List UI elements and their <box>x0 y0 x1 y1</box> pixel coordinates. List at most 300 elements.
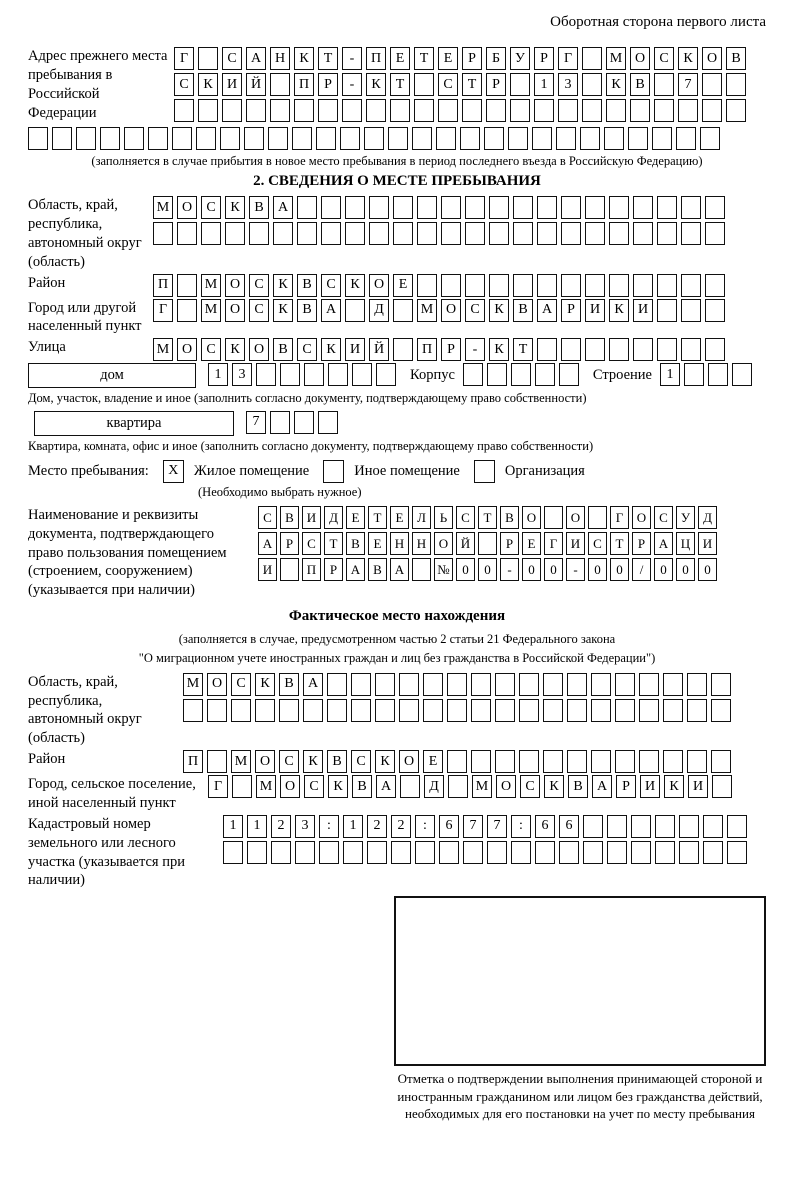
char-cell[interactable]: К <box>544 775 564 798</box>
char-cell[interactable]: Е <box>346 506 365 529</box>
char-cell[interactable]: С <box>588 532 607 555</box>
char-cell[interactable]: О <box>702 47 722 70</box>
char-cell[interactable] <box>415 841 435 864</box>
char-cell[interactable] <box>271 841 291 864</box>
char-cell[interactable] <box>537 196 557 219</box>
char-cell[interactable] <box>582 73 602 96</box>
char-cell[interactable] <box>712 775 732 798</box>
char-cell[interactable] <box>207 750 227 773</box>
char-cell[interactable]: - <box>500 558 519 581</box>
char-cell[interactable]: Р <box>318 73 338 96</box>
char-cell[interactable] <box>225 222 245 245</box>
char-cell[interactable]: О <box>566 506 585 529</box>
char-cell[interactable]: - <box>342 47 362 70</box>
char-cell[interactable] <box>663 699 683 722</box>
char-cell[interactable]: А <box>246 47 266 70</box>
char-cell[interactable] <box>583 841 603 864</box>
char-cell[interactable] <box>198 99 218 122</box>
char-cell[interactable] <box>393 299 413 322</box>
char-cell[interactable] <box>591 673 611 696</box>
char-cell[interactable]: П <box>302 558 321 581</box>
char-cell[interactable] <box>369 222 389 245</box>
char-cell[interactable] <box>726 73 746 96</box>
char-cell[interactable]: С <box>174 73 194 96</box>
char-cell[interactable]: П <box>417 338 437 361</box>
char-cell[interactable]: 0 <box>654 558 673 581</box>
char-cell[interactable] <box>400 775 420 798</box>
char-cell[interactable] <box>657 196 677 219</box>
char-cell[interactable] <box>681 222 701 245</box>
char-cell[interactable] <box>678 99 698 122</box>
char-cell[interactable] <box>639 673 659 696</box>
char-cell[interactable] <box>679 841 699 864</box>
char-cell[interactable]: К <box>489 299 509 322</box>
char-cell[interactable]: 0 <box>456 558 475 581</box>
char-cell[interactable] <box>513 196 533 219</box>
char-cell[interactable] <box>342 99 362 122</box>
char-cell[interactable] <box>580 127 600 150</box>
char-cell[interactable] <box>703 841 723 864</box>
char-cell[interactable]: А <box>273 196 293 219</box>
char-cell[interactable] <box>585 222 605 245</box>
char-cell[interactable]: С <box>222 47 242 70</box>
char-cell[interactable] <box>412 127 432 150</box>
char-cell[interactable] <box>705 222 725 245</box>
char-cell[interactable]: 0 <box>588 558 607 581</box>
char-cell[interactable] <box>352 363 372 386</box>
char-cell[interactable]: В <box>726 47 746 70</box>
char-cell[interactable]: К <box>225 196 245 219</box>
char-cell[interactable] <box>417 222 437 245</box>
char-cell[interactable] <box>681 299 701 322</box>
char-cell[interactable] <box>297 222 317 245</box>
char-cell[interactable] <box>687 673 707 696</box>
char-cell[interactable] <box>100 127 120 150</box>
char-cell[interactable] <box>153 222 173 245</box>
char-cell[interactable] <box>471 673 491 696</box>
char-cell[interactable]: И <box>640 775 660 798</box>
char-cell[interactable]: 6 <box>535 815 555 838</box>
char-cell[interactable] <box>414 73 434 96</box>
char-cell[interactable] <box>663 750 683 773</box>
char-cell[interactable]: С <box>654 47 674 70</box>
char-cell[interactable]: А <box>654 532 673 555</box>
char-cell[interactable] <box>207 699 227 722</box>
char-cell[interactable] <box>633 222 653 245</box>
char-cell[interactable] <box>414 99 434 122</box>
char-cell[interactable] <box>489 274 509 297</box>
char-cell[interactable] <box>654 73 674 96</box>
char-cell[interactable]: Б <box>486 47 506 70</box>
char-cell[interactable]: В <box>249 196 269 219</box>
char-cell[interactable] <box>633 338 653 361</box>
char-cell[interactable]: О <box>177 338 197 361</box>
char-cell[interactable] <box>399 673 419 696</box>
char-cell[interactable] <box>687 699 707 722</box>
char-cell[interactable]: 0 <box>676 558 695 581</box>
char-cell[interactable]: С <box>438 73 458 96</box>
char-cell[interactable]: О <box>441 299 461 322</box>
char-cell[interactable] <box>465 274 485 297</box>
char-cell[interactable] <box>657 274 677 297</box>
char-cell[interactable]: Т <box>610 532 629 555</box>
char-cell[interactable]: О <box>225 299 245 322</box>
char-cell[interactable] <box>639 750 659 773</box>
char-cell[interactable] <box>534 99 554 122</box>
char-cell[interactable]: С <box>297 338 317 361</box>
char-cell[interactable]: Т <box>318 47 338 70</box>
char-cell[interactable]: № <box>434 558 453 581</box>
char-cell[interactable]: О <box>496 775 516 798</box>
char-cell[interactable]: 1 <box>660 363 680 386</box>
char-cell[interactable]: В <box>368 558 387 581</box>
char-cell[interactable]: 1 <box>223 815 243 838</box>
char-cell[interactable] <box>582 99 602 122</box>
char-cell[interactable] <box>244 127 264 150</box>
char-cell[interactable]: Г <box>544 532 563 555</box>
char-cell[interactable] <box>487 363 507 386</box>
char-cell[interactable]: К <box>303 750 323 773</box>
char-cell[interactable] <box>711 699 731 722</box>
char-cell[interactable] <box>388 127 408 150</box>
char-cell[interactable]: 0 <box>478 558 497 581</box>
char-cell[interactable]: П <box>183 750 203 773</box>
char-cell[interactable]: Г <box>208 775 228 798</box>
char-cell[interactable] <box>177 274 197 297</box>
char-cell[interactable]: В <box>297 274 317 297</box>
char-cell[interactable]: К <box>609 299 629 322</box>
char-cell[interactable] <box>708 363 728 386</box>
char-cell[interactable]: Т <box>324 532 343 555</box>
char-cell[interactable] <box>439 841 459 864</box>
char-cell[interactable] <box>448 775 468 798</box>
char-cell[interactable] <box>280 363 300 386</box>
char-cell[interactable] <box>318 411 338 434</box>
char-cell[interactable]: С <box>654 506 673 529</box>
char-cell[interactable] <box>270 411 290 434</box>
char-cell[interactable] <box>543 750 563 773</box>
char-cell[interactable] <box>702 99 722 122</box>
char-cell[interactable] <box>345 299 365 322</box>
char-cell[interactable] <box>705 338 725 361</box>
char-cell[interactable] <box>124 127 144 150</box>
char-cell[interactable]: М <box>231 750 251 773</box>
char-cell[interactable]: М <box>153 196 173 219</box>
char-cell[interactable]: : <box>415 815 435 838</box>
char-cell[interactable]: О <box>632 506 651 529</box>
char-cell[interactable]: Ь <box>434 506 453 529</box>
char-cell[interactable] <box>559 363 579 386</box>
char-cell[interactable]: И <box>258 558 277 581</box>
char-cell[interactable]: И <box>222 73 242 96</box>
char-cell[interactable]: Ц <box>676 532 695 555</box>
char-cell[interactable] <box>495 699 515 722</box>
char-cell[interactable]: 2 <box>391 815 411 838</box>
char-cell[interactable] <box>391 841 411 864</box>
char-cell[interactable]: В <box>568 775 588 798</box>
char-cell[interactable]: Н <box>390 532 409 555</box>
char-cell[interactable] <box>609 338 629 361</box>
char-cell[interactable] <box>615 673 635 696</box>
char-cell[interactable]: О <box>522 506 541 529</box>
char-cell[interactable]: К <box>273 274 293 297</box>
char-cell[interactable] <box>177 299 197 322</box>
char-cell[interactable]: 2 <box>367 815 387 838</box>
char-cell[interactable]: И <box>633 299 653 322</box>
char-cell[interactable] <box>345 222 365 245</box>
char-cell[interactable] <box>436 127 456 150</box>
char-cell[interactable]: Г <box>174 47 194 70</box>
char-cell[interactable] <box>351 699 371 722</box>
char-cell[interactable] <box>631 815 651 838</box>
char-cell[interactable] <box>441 274 461 297</box>
char-cell[interactable]: К <box>321 338 341 361</box>
char-cell[interactable]: В <box>280 506 299 529</box>
char-cell[interactable]: 7 <box>487 815 507 838</box>
apartment-type-box[interactable]: квартира <box>34 411 234 436</box>
char-cell[interactable]: В <box>500 506 519 529</box>
char-cell[interactable]: И <box>688 775 708 798</box>
char-cell[interactable] <box>655 815 675 838</box>
char-cell[interactable] <box>705 196 725 219</box>
char-cell[interactable] <box>543 673 563 696</box>
char-cell[interactable] <box>28 127 48 150</box>
char-cell[interactable]: П <box>153 274 173 297</box>
char-cell[interactable] <box>463 841 483 864</box>
char-cell[interactable] <box>351 673 371 696</box>
char-cell[interactable] <box>513 222 533 245</box>
char-cell[interactable]: Т <box>368 506 387 529</box>
char-cell[interactable] <box>727 815 747 838</box>
char-cell[interactable]: М <box>606 47 626 70</box>
char-cell[interactable]: М <box>201 274 221 297</box>
char-cell[interactable] <box>183 699 203 722</box>
char-cell[interactable]: А <box>258 532 277 555</box>
char-cell[interactable]: 7 <box>678 73 698 96</box>
char-cell[interactable]: О <box>207 673 227 696</box>
char-cell[interactable]: К <box>255 673 275 696</box>
char-cell[interactable] <box>471 699 491 722</box>
char-cell[interactable]: Т <box>513 338 533 361</box>
char-cell[interactable] <box>537 274 557 297</box>
char-cell[interactable]: Г <box>558 47 578 70</box>
char-cell[interactable] <box>231 699 251 722</box>
char-cell[interactable] <box>76 127 96 150</box>
char-cell[interactable]: О <box>630 47 650 70</box>
char-cell[interactable] <box>585 274 605 297</box>
char-cell[interactable] <box>478 532 497 555</box>
char-cell[interactable] <box>591 750 611 773</box>
char-cell[interactable]: О <box>177 196 197 219</box>
char-cell[interactable]: С <box>351 750 371 773</box>
char-cell[interactable] <box>321 222 341 245</box>
char-cell[interactable] <box>393 338 413 361</box>
char-cell[interactable] <box>294 99 314 122</box>
char-cell[interactable] <box>561 338 581 361</box>
char-cell[interactable]: Т <box>462 73 482 96</box>
char-cell[interactable]: Р <box>280 532 299 555</box>
char-cell[interactable] <box>567 750 587 773</box>
char-cell[interactable] <box>633 274 653 297</box>
char-cell[interactable] <box>543 699 563 722</box>
char-cell[interactable]: - <box>342 73 362 96</box>
char-cell[interactable] <box>508 127 528 150</box>
char-cell[interactable] <box>177 222 197 245</box>
char-cell[interactable]: 0 <box>544 558 563 581</box>
char-cell[interactable]: О <box>399 750 419 773</box>
char-cell[interactable] <box>423 673 443 696</box>
char-cell[interactable]: К <box>489 338 509 361</box>
char-cell[interactable]: Е <box>390 47 410 70</box>
char-cell[interactable] <box>375 699 395 722</box>
char-cell[interactable] <box>609 196 629 219</box>
char-cell[interactable]: Д <box>369 299 389 322</box>
char-cell[interactable]: Р <box>616 775 636 798</box>
char-cell[interactable] <box>532 127 552 150</box>
char-cell[interactable]: Т <box>414 47 434 70</box>
char-cell[interactable] <box>631 841 651 864</box>
char-cell[interactable] <box>232 775 252 798</box>
char-cell[interactable] <box>519 750 539 773</box>
char-cell[interactable] <box>700 127 720 150</box>
char-cell[interactable]: 6 <box>439 815 459 838</box>
char-cell[interactable] <box>585 338 605 361</box>
char-cell[interactable] <box>345 196 365 219</box>
char-cell[interactable]: М <box>256 775 276 798</box>
char-cell[interactable] <box>279 699 299 722</box>
residential-checkbox[interactable]: X <box>163 460 184 483</box>
char-cell[interactable] <box>628 127 648 150</box>
char-cell[interactable] <box>364 127 384 150</box>
char-cell[interactable] <box>657 299 677 322</box>
char-cell[interactable] <box>702 73 722 96</box>
char-cell[interactable]: К <box>664 775 684 798</box>
char-cell[interactable] <box>255 699 275 722</box>
char-cell[interactable] <box>630 99 650 122</box>
char-cell[interactable]: О <box>434 532 453 555</box>
char-cell[interactable] <box>393 222 413 245</box>
char-cell[interactable]: 7 <box>246 411 266 434</box>
char-cell[interactable]: М <box>201 299 221 322</box>
char-cell[interactable] <box>489 222 509 245</box>
char-cell[interactable]: : <box>511 815 531 838</box>
char-cell[interactable] <box>438 99 458 122</box>
char-cell[interactable] <box>703 815 723 838</box>
char-cell[interactable] <box>615 699 635 722</box>
char-cell[interactable]: С <box>304 775 324 798</box>
other-premises-checkbox[interactable] <box>323 460 344 483</box>
char-cell[interactable] <box>609 274 629 297</box>
char-cell[interactable]: С <box>465 299 485 322</box>
char-cell[interactable]: П <box>366 47 386 70</box>
char-cell[interactable] <box>304 363 324 386</box>
char-cell[interactable]: О <box>369 274 389 297</box>
char-cell[interactable] <box>471 750 491 773</box>
char-cell[interactable] <box>585 196 605 219</box>
char-cell[interactable] <box>318 99 338 122</box>
char-cell[interactable] <box>303 699 323 722</box>
char-cell[interactable] <box>223 841 243 864</box>
char-cell[interactable] <box>559 841 579 864</box>
char-cell[interactable] <box>441 196 461 219</box>
char-cell[interactable]: В <box>327 750 347 773</box>
char-cell[interactable] <box>639 699 659 722</box>
char-cell[interactable] <box>489 196 509 219</box>
char-cell[interactable]: - <box>465 338 485 361</box>
char-cell[interactable] <box>519 673 539 696</box>
char-cell[interactable]: В <box>273 338 293 361</box>
char-cell[interactable]: 1 <box>247 815 267 838</box>
char-cell[interactable]: К <box>366 73 386 96</box>
char-cell[interactable] <box>510 73 530 96</box>
char-cell[interactable] <box>607 815 627 838</box>
char-cell[interactable]: 1 <box>534 73 554 96</box>
char-cell[interactable]: О <box>249 338 269 361</box>
char-cell[interactable] <box>726 99 746 122</box>
char-cell[interactable] <box>705 299 725 322</box>
char-cell[interactable]: К <box>345 274 365 297</box>
char-cell[interactable]: С <box>201 338 221 361</box>
char-cell[interactable]: К <box>606 73 626 96</box>
char-cell[interactable] <box>732 363 752 386</box>
char-cell[interactable]: К <box>678 47 698 70</box>
char-cell[interactable] <box>280 558 299 581</box>
char-cell[interactable]: Н <box>412 532 431 555</box>
char-cell[interactable] <box>447 699 467 722</box>
char-cell[interactable]: Г <box>610 506 629 529</box>
char-cell[interactable]: Р <box>324 558 343 581</box>
char-cell[interactable] <box>321 196 341 219</box>
char-cell[interactable] <box>604 127 624 150</box>
char-cell[interactable] <box>220 127 240 150</box>
char-cell[interactable]: В <box>279 673 299 696</box>
char-cell[interactable] <box>588 506 607 529</box>
char-cell[interactable]: 3 <box>558 73 578 96</box>
char-cell[interactable]: Р <box>462 47 482 70</box>
char-cell[interactable] <box>441 222 461 245</box>
char-cell[interactable] <box>513 274 533 297</box>
char-cell[interactable]: Д <box>324 506 343 529</box>
char-cell[interactable]: Р <box>441 338 461 361</box>
char-cell[interactable]: В <box>513 299 533 322</box>
char-cell[interactable]: Р <box>561 299 581 322</box>
char-cell[interactable] <box>561 274 581 297</box>
char-cell[interactable] <box>510 99 530 122</box>
char-cell[interactable] <box>462 99 482 122</box>
char-cell[interactable] <box>711 673 731 696</box>
char-cell[interactable] <box>292 127 312 150</box>
char-cell[interactable] <box>591 699 611 722</box>
char-cell[interactable] <box>495 673 515 696</box>
char-cell[interactable] <box>654 99 674 122</box>
char-cell[interactable]: 6 <box>559 815 579 838</box>
char-cell[interactable]: В <box>630 73 650 96</box>
char-cell[interactable] <box>535 363 555 386</box>
char-cell[interactable]: С <box>231 673 251 696</box>
house-type-box[interactable]: дом <box>28 363 196 388</box>
char-cell[interactable] <box>567 699 587 722</box>
char-cell[interactable]: И <box>698 532 717 555</box>
char-cell[interactable] <box>327 673 347 696</box>
char-cell[interactable] <box>681 338 701 361</box>
char-cell[interactable] <box>535 841 555 864</box>
char-cell[interactable]: 1 <box>208 363 228 386</box>
char-cell[interactable] <box>222 99 242 122</box>
char-cell[interactable]: А <box>303 673 323 696</box>
organization-checkbox[interactable] <box>474 460 495 483</box>
char-cell[interactable] <box>684 363 704 386</box>
char-cell[interactable] <box>519 699 539 722</box>
